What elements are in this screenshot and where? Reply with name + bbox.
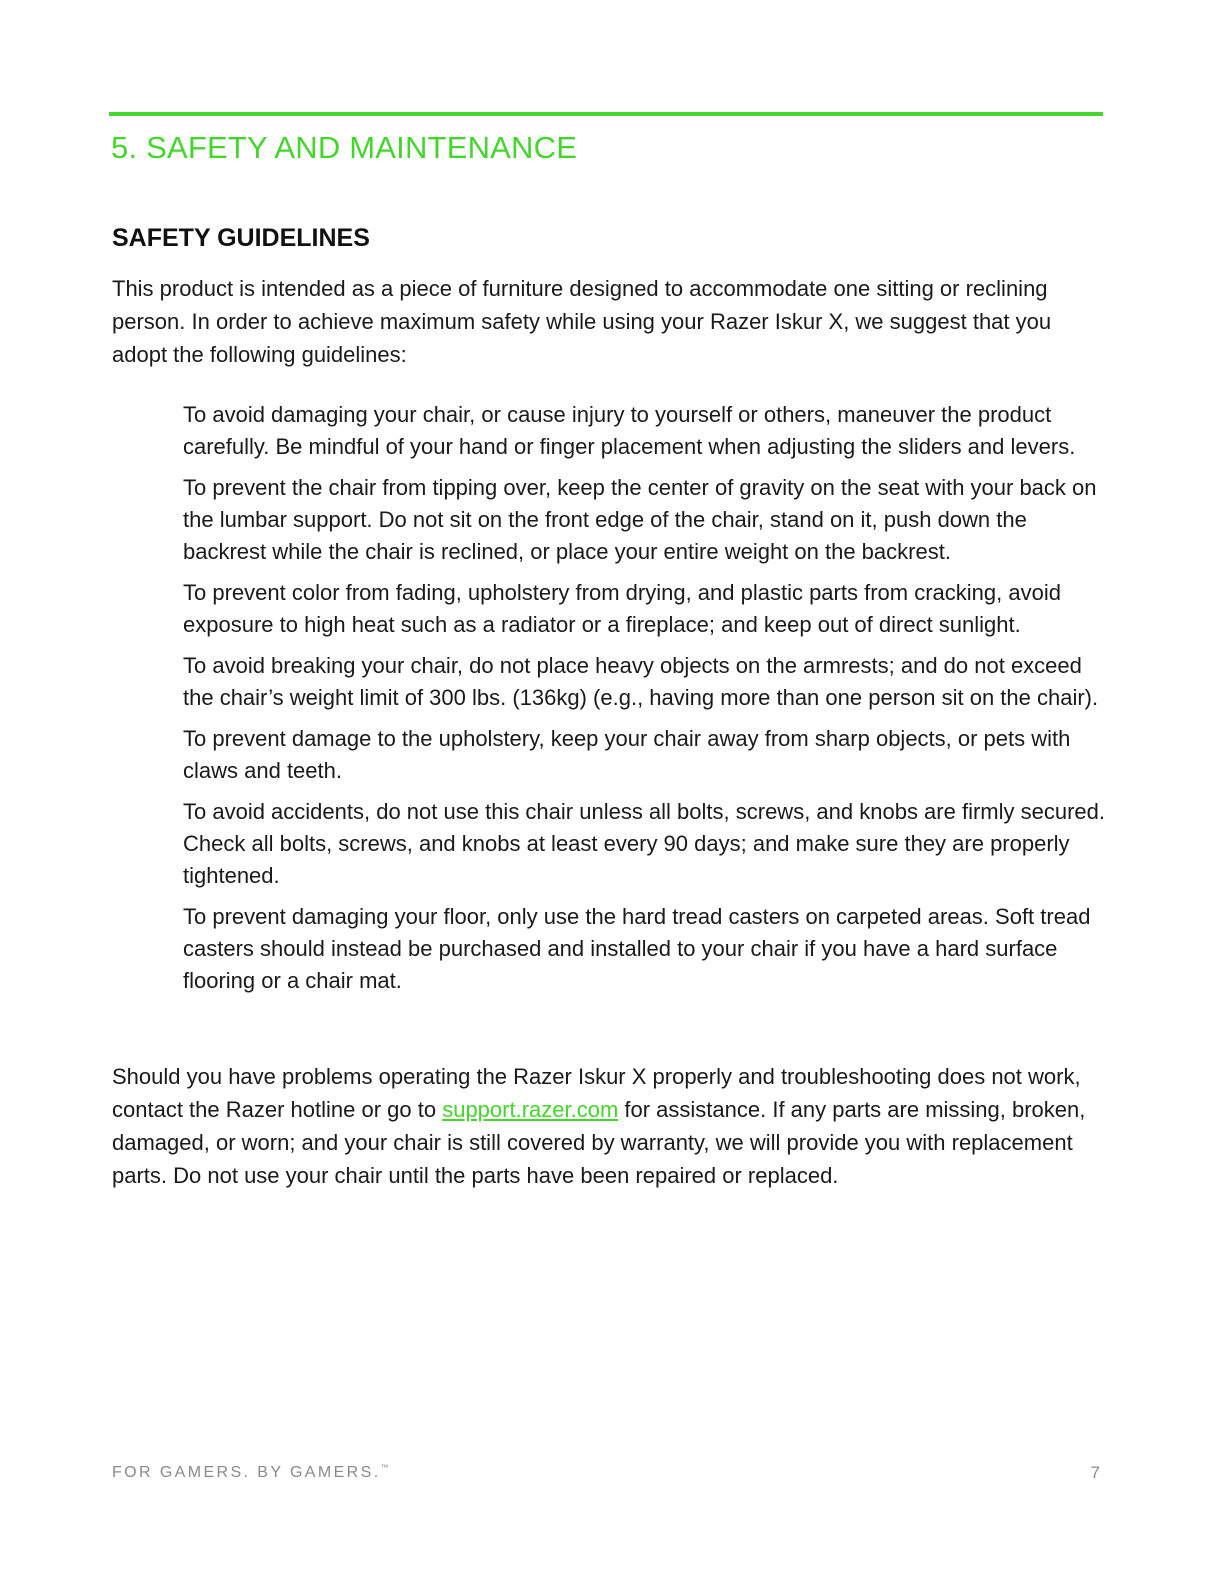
guideline-item: To avoid damaging your chair, or cause injury to yourself or others, maneuver the product carefully. Be mindful of your hand or finger placement when adjusting the sliders and levers.: [183, 402, 1076, 459]
guideline-item: To prevent damage to the upholstery, keep your chair away from sharp objects, or pets with claws and teeth.: [183, 726, 1071, 783]
section-title: 5. SAFETY AND MAINTENANCE: [111, 130, 578, 165]
trademark-symbol: ™: [380, 1463, 389, 1472]
guideline-item: To avoid breaking your chair, do not place heavy objects on the armrests; and do not exceed the chair’s weight limit of 300 lbs. (136kg) (e.g., having more than one person sit on the chair).: [183, 653, 1099, 710]
intro-paragraph: This product is intended as a piece of furniture designed to accommodate one sitting or reclining person. In order to achieve maximum safety while using your Razer Iskur X, we suggest that you adopt the following guidelines:: [112, 276, 1052, 367]
guideline-item: To prevent damaging your floor, only use the hard tread casters on carpeted areas. Soft tread casters should instead be purchased and installed to your chair if you have a hard surface flooring or a chair mat.: [183, 904, 1091, 993]
guideline-item: To prevent color from fading, upholstery from drying, and plastic parts from cracking, avoid exposure to high heat such as a radiator or a fireplace; and keep out of direct sunlight.: [183, 580, 1061, 637]
support-link[interactable]: support.razer.com: [442, 1097, 619, 1122]
closing-paragraph: [112, 1060, 1112, 1192]
tagline-text: FOR GAMERS. BY GAMERS.: [112, 1464, 381, 1481]
guideline-item: To avoid accidents, do not use this chair unless all bolts, screws, and knobs are firmly secured. Check all bolts, screws, and knobs at least every 90 days; and make sure they are properly tightened.: [183, 799, 1106, 888]
guideline-item: To prevent the chair from tipping over, keep the center of gravity on the seat with your back on the lumbar support. Do not sit on the front edge of the chair, stand on it, push down the backrest while the chair is reclined, or place your entire weight on the backrest.: [183, 475, 1097, 564]
guidelines-list: [183, 399, 1113, 1006]
safety-guidelines-heading: SAFETY GUIDELINES: [112, 224, 370, 252]
page-number: 7: [1090, 1463, 1100, 1482]
closing-text-before-link: Should you have problems operating the Razer Iskur X properly and troubleshooting does not work, contact the Razer hotline or go to: [112, 1064, 1081, 1122]
footer-tagline: [112, 1463, 389, 1482]
section-divider: [109, 112, 1103, 116]
closing-text-after-link: for assistance. If any parts are missing, broken, damaged, or worn; and your chair is still covered by warranty, we will provide you with replacement parts. Do not use your chair until the parts have been repaired or replaced.: [112, 1097, 1086, 1188]
